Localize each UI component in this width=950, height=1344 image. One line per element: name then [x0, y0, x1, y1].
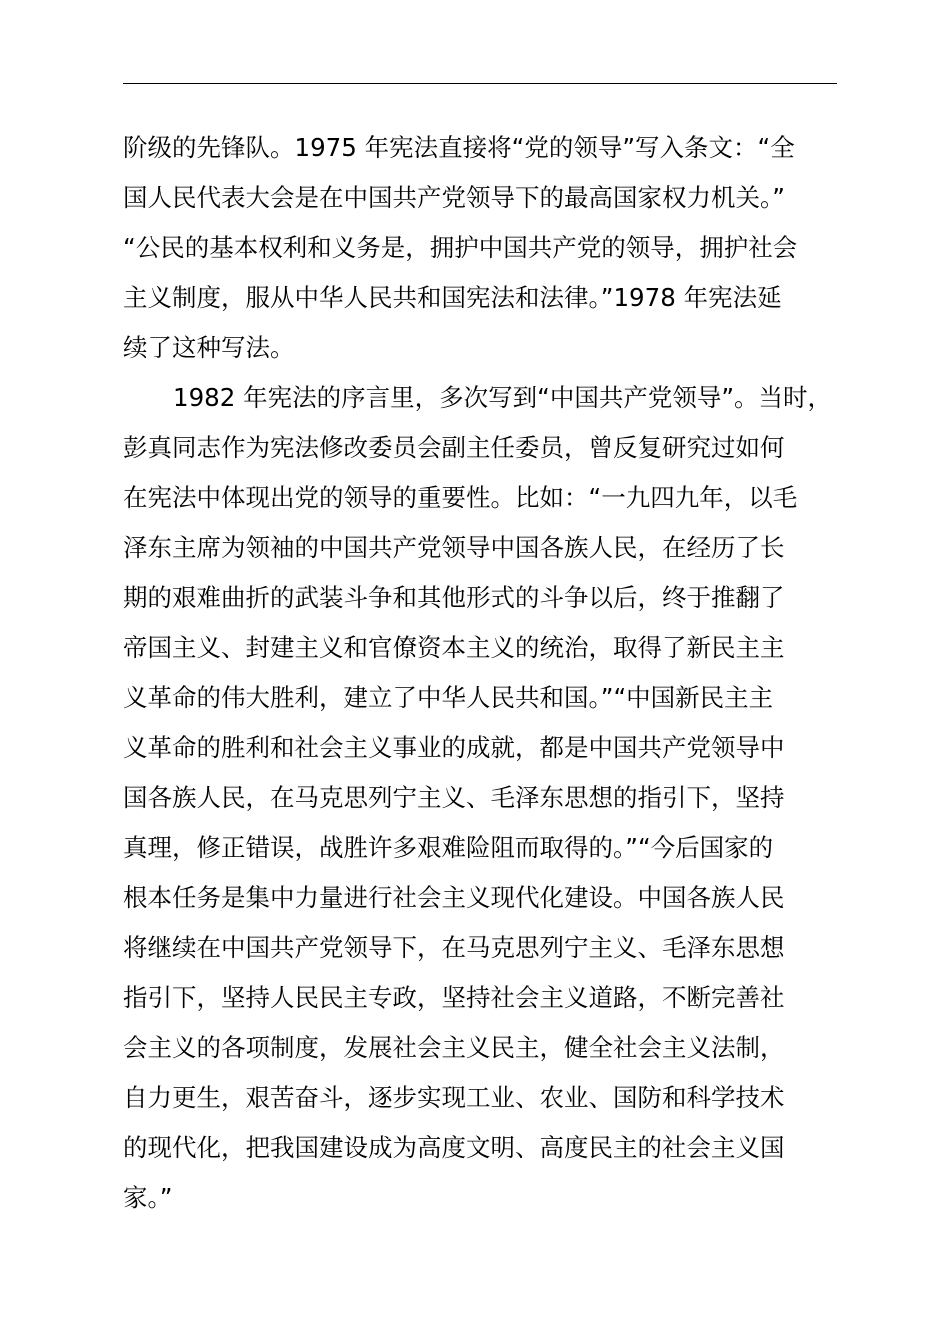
text-line: 帝国主义、封建主义和官僚资本主义的统治，取得了新民主主: [123, 633, 785, 662]
text-line: 阶级的先锋队。1975 年宪法直接将“党的领导”写入条文：“全: [123, 133, 795, 162]
text-line: 泽东主席为领袖的中国共产党领导中国各族人民，在经历了长: [123, 533, 785, 562]
text-line: 彭真同志作为宪法修改委员会副主任委员，曾反复研究过如何: [123, 433, 785, 462]
text-line: 根本任务是集中力量进行社会主义现代化建设。中国各族人民: [123, 883, 785, 912]
text-line: “公民的基本权利和义务是，拥护中国共产党的领导，拥护社会: [123, 233, 798, 262]
text-line: 在宪法中体现出党的领导的重要性。比如：“一九四九年，以毛: [123, 483, 798, 512]
text-line: 义革命的伟大胜利，建立了中华人民共和国。”“中国新民主主: [123, 683, 774, 712]
text-line: 期的艰难曲折的武装斗争和其他形式的斗争以后，终于推翻了: [123, 583, 785, 612]
text-line: 国各族人民，在马克思列宁主义、毛泽东思想的指引下，坚持: [123, 783, 785, 812]
text-line: 国人民代表大会是在中国共产党领导下的最高国家权力机关。”: [123, 183, 785, 212]
text-line: 会主义的各项制度，发展社会主义民主，健全社会主义法制，: [123, 1033, 785, 1062]
text-line: 义革命的胜利和社会主义事业的成就，都是中国共产党领导中: [123, 733, 785, 762]
text-line: 主义制度，服从中华人民共和国宪法和法律。”1978 年宪法延: [123, 283, 782, 312]
text-line: 真理，修正错误，战胜许多艰难险阻而取得的。”“今后国家的: [123, 833, 774, 862]
paragraph-first-line: 1982 年宪法的序言里，多次写到“中国共产党领导”。当时，: [173, 383, 833, 412]
text-line: 续了这种写法。: [123, 333, 295, 362]
text-line: 指引下，坚持人民民主专政，坚持社会主义道路，不断完善社: [123, 983, 785, 1012]
text-line: 自力更生，艰苦奋斗，逐步实现工业、农业、国防和科学技术: [123, 1083, 785, 1112]
text-line: 的现代化，把我国建设成为高度文明、高度民主的社会主义国: [123, 1133, 785, 1162]
text-line: 将继续在中国共产党领导下，在马克思列宁主义、毛泽东思想: [123, 933, 785, 962]
text-line: 家。”: [123, 1183, 173, 1212]
header-rule: [123, 83, 837, 84]
